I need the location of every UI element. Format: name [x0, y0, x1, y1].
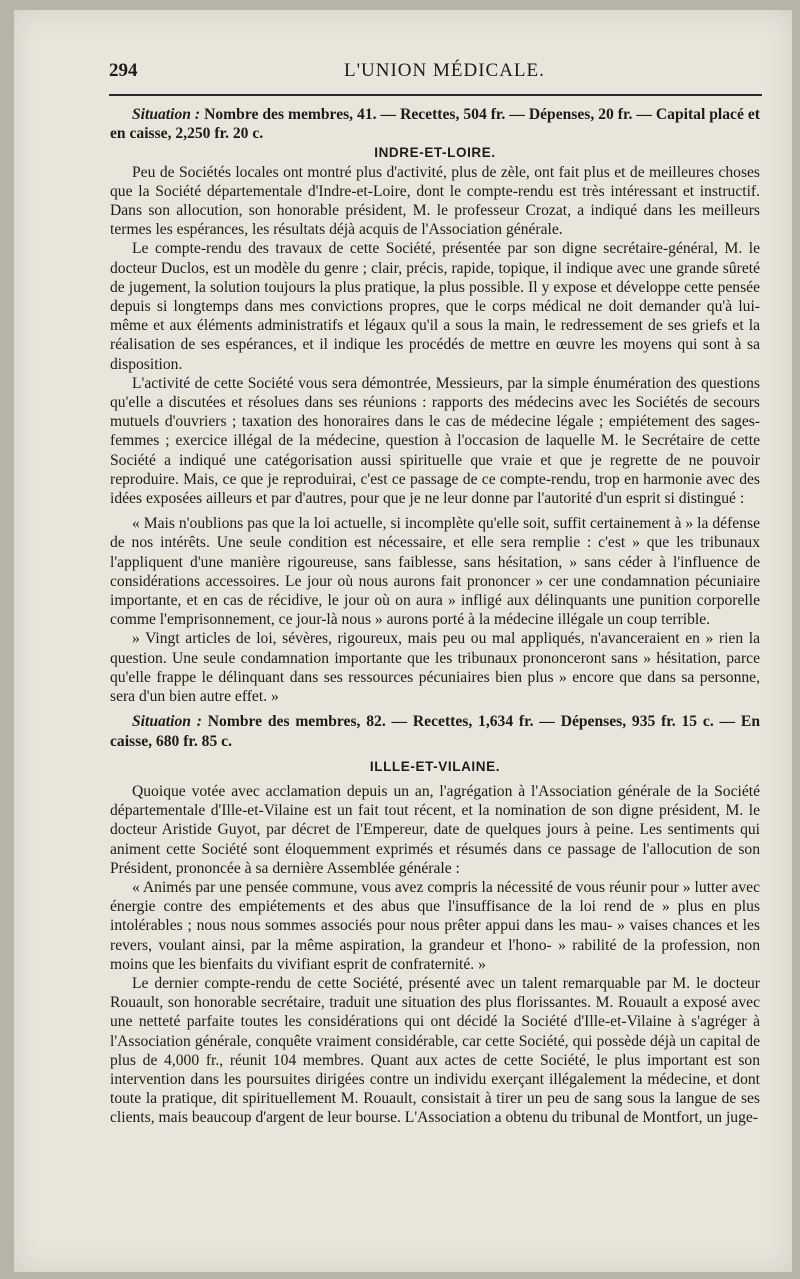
situation-line — [110, 712, 760, 750]
section-heading: INDRE-ET-LOIRE. — [374, 145, 496, 161]
body-text — [110, 105, 760, 1128]
situation-line — [110, 105, 760, 143]
book-page — [14, 10, 792, 1272]
situation-text: Nombre des membres, 41. — Recettes, 504 fr. — Dépenses, 20 fr. — Capital placé et en caisse, 2,250 fr. 20 c. — [110, 106, 760, 143]
header-rule — [109, 94, 762, 96]
paragraph: Quoique votée avec acclamation depuis un an, l'agrégation à l'Association générale de la Société départementale d'Ille-et-Vilaine est un fait tout récent, et la nomination de son digne président, M. le docteur Aristide Guyot, par décret de l'Empereur, date de quelques jours à peine. Les sentiments qui animent cette Société sont éloquemment exprimés et résumés dans ce passage de l'allocution de son Président, prononcée à sa dernière Assemblée générale : — [110, 782, 760, 877]
quotation: « Animés par une pensée commune, vous avez compris la nécessité de vous réunir pour » lutter avec énergie contre des empiétements et des abus que l'insuffisance de la loi rend de » plus en plus intolérables ; nous nous sommes associés pour nous prêter appui dans les mau- » vaises chances et les revers, voulant ainsi, par la même aspiration, la grandeur et l'hono- » rabilité de la profession, non moins que les bienfaits du vivifiant esprit de confraternité. » — [110, 878, 760, 973]
section-heading: ILLLE-ET-VILAINE. — [369, 758, 501, 774]
paragraph: Le dernier compte-rendu de cette Société, présenté avec un talent remarquable par M. le docteur Rouault, son honorable secrétaire, traduit une situation des plus florissantes. M. Rouault a exposé avec une netteté parfaite toutes les considérations qui ont décidé la Société d'Ille-et-Vilaine à s'agréger à l'Association générale, conquête vraiment considérable, car cette Société, qui possède déjà un capital de plus de 4,000 fr., réunit 104 membres. Quant aux actes de cette Société, le plus important est son intervention dans les poursuites dirigées contre un individu exerçant illégalement la médecine, et dont toute la pratique, dit spirituellement M. Rouault, consistait à tirer un peu de sang sous la langue de ses clients, mais beaucoup d'argent de leur bourse. L'Association a obtenu du tribunal de Montfort, un juge- — [110, 974, 760, 1127]
paragraph: L'activité de cette Société vous sera démontrée, Messieurs, par la simple énumération des questions qu'elle a discutées et résolues dans ses réunions : rapports des médecins avec les Sociétés de secours mutuels d'ouvriers ; taxation des honoraires dans le cas de médecine légale ; empiétement des sages-femmes ; exercice illégal de la médecine, question à l'occasion de laquelle M. le Secrétaire de cette Société a indiqué une catégorisation aussi spirituelle que vraie et que je regrette de ne pouvoir reproduire. Mais, ce que je reproduirai, c'est ce passage de ce compte-rendu, trop en harmonie avec des idées exposées ailleurs et par d'autres, pour que je ne leur donne par l'autorité d'un esprit si distingué : — [110, 374, 760, 508]
paragraph: Le compte-rendu des travaux de cette Société, présentée par son digne secrétaire-général, M. le docteur Duclos, est un modèle du genre ; clair, précis, rapide, topique, il indique avec une grande sûreté de jugement, la solution toujours la plus pratique, la plus possible. Il y expose et développe cette pensée depuis si longtemps dans mes convictions propres, que le corps médical ne doit demander qu'à lui-même et aux éléments administratifs et légaux qu'il a sous la main, le redressement de ses griefs et la réalisation de ses espérances, et il indique les procédés de mettre en œuvre les moyens qui sont à sa disposition. — [110, 240, 760, 373]
paragraph: Peu de Sociétés locales ont montré plus d'activité, plus de zèle, ont fait plus et de meilleures choses que la Société départementale d'Indre-et-Loire, dont le compte-rendu est très intéressant et instructif. Dans son allocution, son honorable président, M. le professeur Crozat, a indiqué dans les meilleurs termes les espérances, les résultats déjà acquis de l'Association générale. — [110, 163, 760, 239]
situation-label: Situation : — [132, 713, 202, 731]
journal-title: L'UNION MÉDICALE. — [344, 60, 545, 81]
situation-label: Situation : — [132, 106, 201, 123]
quotation: » Vingt articles de loi, sévères, rigoureux, mais peu ou mal appliqués, n'avanceraient en » rien la question. Une seule condamnation importante que les tribunaux prononceront sans » hésitation, parce qu'elle frappe le délinquant dans ses ressources pécuniaires bien plus » encore que dans sa personne, sera d'un bien autre effet. » — [110, 630, 760, 706]
situation-text: Nombre des membres, 82. — Recettes, 1,634 fr. — Dépenses, 935 fr. 15 c. — En caisse, 680 fr. 85 c. — [110, 713, 760, 750]
quotation: « Mais n'oublions pas que la loi actuelle, si incomplète qu'elle soit, suffit certainement à » la défense de nos intérêts. Une seule condition est nécessaire, et elle sera remplie : c'est » que les tribunaux l'appliquent d'une manière rigoureuse, sans faiblesse, sans hésitation, » sans céder à l'influence de considérations accessoires. Le jour où nous aurons fait prononcer » cer une condamnation pécuniaire importante, et en cas de récidive, le jour où on aura » infligé aux délinquants une punition corporelle comme l'emprisonnement, ce jour-là nous » aurons porté à la médecine illégale un coup terrible. — [110, 515, 760, 629]
page-number: 294 — [109, 60, 138, 81]
running-head — [109, 60, 762, 86]
